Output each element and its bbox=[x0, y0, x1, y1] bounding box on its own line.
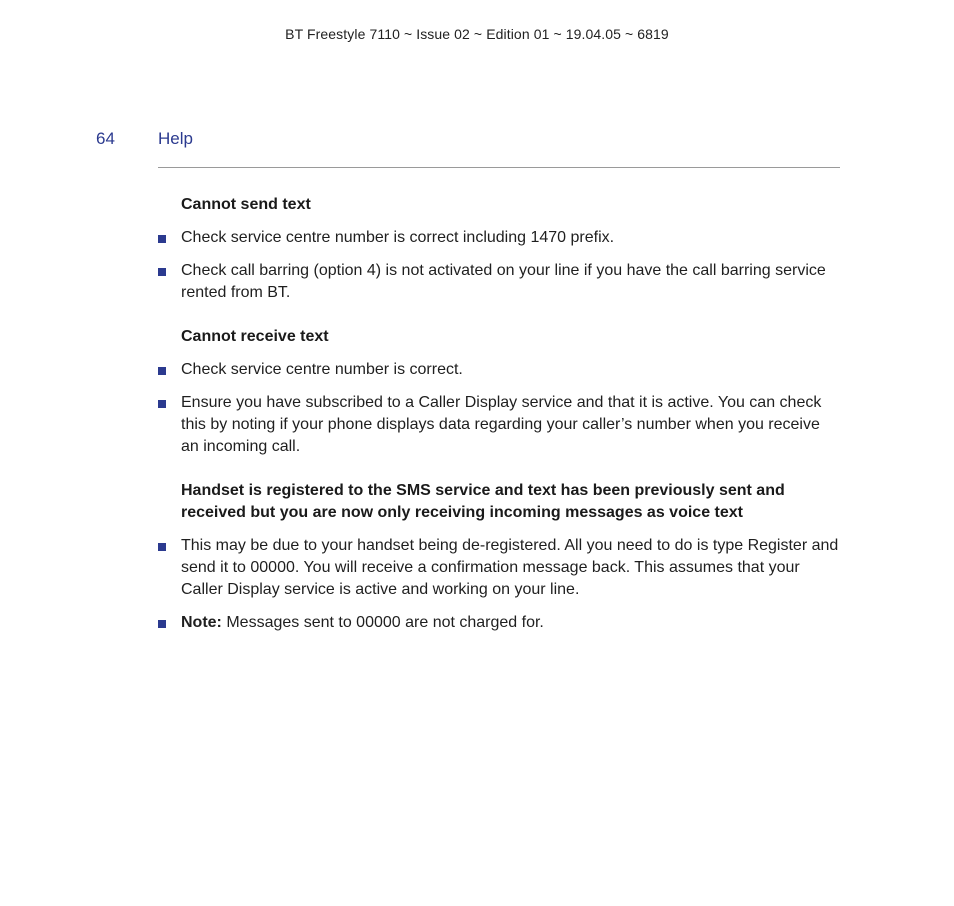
bullet-square-icon bbox=[158, 400, 166, 408]
page-number: 64 bbox=[96, 129, 115, 148]
section-voice-text bbox=[158, 480, 840, 634]
note-label: Note: bbox=[181, 614, 222, 631]
list-item bbox=[158, 227, 840, 249]
bullet-list bbox=[158, 227, 840, 304]
list-item-text: Ensure you have subscribed to a Caller Display service and that it is active. You can check this by noting if your phone displays data regarding your caller’s number when you receive an incoming call. bbox=[181, 394, 822, 455]
list-item-text: Check service centre number is correct including 1470 prefix. bbox=[181, 229, 615, 246]
section-heading: Cannot receive text bbox=[181, 328, 329, 345]
bullet-square-icon bbox=[158, 235, 166, 243]
list-item bbox=[158, 392, 840, 458]
list-item bbox=[158, 359, 840, 381]
section-title: Help bbox=[158, 129, 193, 148]
header-divider bbox=[158, 167, 840, 168]
section-heading: Handset is registered to the SMS service and text has been previously sent and received but you are now only receiving incoming messages as voice text bbox=[181, 482, 785, 521]
section-heading: Cannot send text bbox=[181, 196, 311, 213]
document-info-header: BT Freestyle 7110 ~ Issue 02 ~ Edition 01 ~ 19.04.05 ~ 6819 bbox=[285, 26, 669, 42]
bullet-list bbox=[158, 359, 840, 458]
list-item-text: Check service centre number is correct. bbox=[181, 361, 463, 378]
section-cannot-receive-text bbox=[158, 326, 840, 458]
bullet-list bbox=[158, 535, 840, 634]
help-content bbox=[158, 194, 840, 656]
list-item-text: This may be due to your handset being de-registered. All you need to do is type Register and send it to 00000. You will receive a confirmation message back. This assumes that your Caller Display service is active and working on your line. bbox=[181, 537, 839, 598]
note-text: Messages sent to 00000 are not charged for. bbox=[221, 614, 544, 631]
bullet-square-icon bbox=[158, 367, 166, 375]
bullet-square-icon bbox=[158, 543, 166, 551]
list-item bbox=[158, 260, 840, 304]
bullet-square-icon bbox=[158, 268, 166, 276]
note-item bbox=[158, 612, 840, 634]
section-cannot-send-text bbox=[158, 194, 840, 304]
list-item-text: Check call barring (option 4) is not activated on your line if you have the call barring service rented from BT. bbox=[181, 262, 826, 301]
bullet-square-icon bbox=[158, 620, 166, 628]
list-item bbox=[158, 535, 840, 601]
